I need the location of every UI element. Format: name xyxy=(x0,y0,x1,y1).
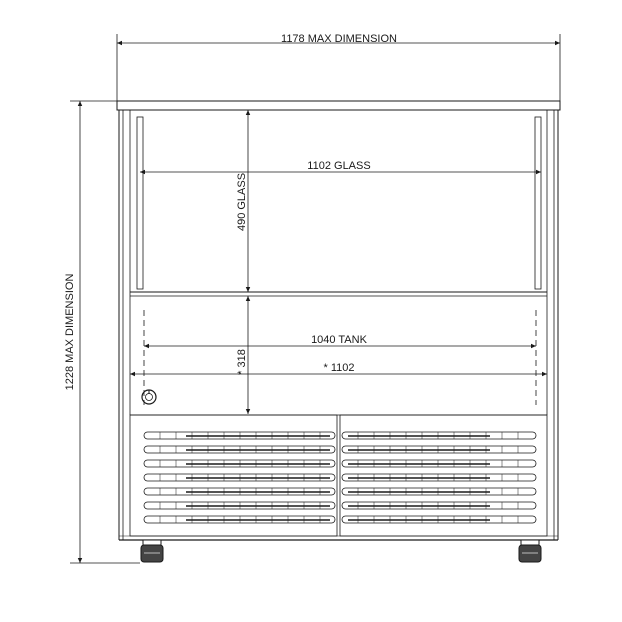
tank-outer-width-label: * 1102 xyxy=(323,362,355,374)
overall-width-label: 1178 MAX DIMENSION xyxy=(281,33,397,45)
right-grille xyxy=(342,432,536,523)
glass-width-label: 1102 GLASS xyxy=(307,160,371,172)
control-knob-icon xyxy=(142,390,156,404)
left-caster-wheel-icon xyxy=(141,540,163,562)
left-grille xyxy=(144,432,335,523)
overall-height-label: 1228 MAX DIMENSION xyxy=(64,273,76,391)
glass-height-label: 490 GLASS xyxy=(236,172,248,232)
glass-panel xyxy=(130,110,547,296)
tank-width-label: 1040 TANK xyxy=(311,334,367,346)
tank-height-label: * 318 xyxy=(236,349,248,375)
right-caster-wheel-icon xyxy=(519,540,541,562)
vent-panels xyxy=(130,415,547,536)
overall-height-dimension xyxy=(70,101,140,563)
